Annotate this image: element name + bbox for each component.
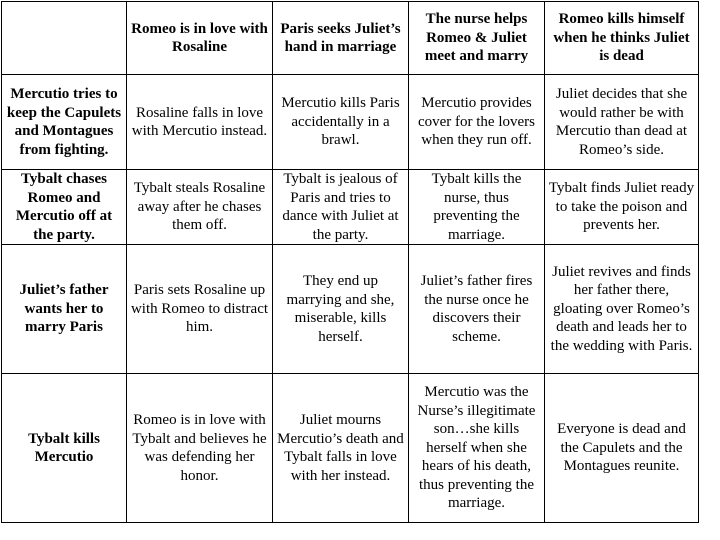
table-row [2, 245, 699, 374]
table-cell: Everyone is dead and the Capulets and the Montagues reunite. [545, 374, 699, 523]
column-header: Romeo kills himself when he thinks Juliet is dead [545, 2, 699, 75]
table-cell: Tybalt steals Rosaline away after he chases them off. [127, 170, 273, 245]
table-cell: Mercutio was the Nurse’s illegitimate son…she kills herself when she hears of his death, thus preventing the marriage. [409, 374, 545, 523]
row-header: Mercutio tries to keep the Capulets and Montagues from fighting. [2, 75, 127, 170]
table-cell: Mercutio provides cover for the lovers when they run off. [409, 75, 545, 170]
row-header: Tybalt chases Romeo and Mercutio off at the party. [2, 170, 127, 245]
corner-cell [2, 2, 127, 75]
table-cell: Tybalt kills the nurse, thus preventing the marriage. [409, 170, 545, 245]
column-header: Paris seeks Juliet’s hand in marriage [273, 2, 409, 75]
table-cell: They end up marrying and she, miserable, kills herself. [273, 245, 409, 374]
table-cell: Romeo is in love with Tybalt and believes he was defending her honor. [127, 374, 273, 523]
table-cell: Mercutio kills Paris accidentally in a brawl. [273, 75, 409, 170]
table-cell: Juliet decides that she would rather be with Mercutio than dead at Romeo’s side. [545, 75, 699, 170]
table-header-row [2, 2, 699, 75]
table-cell: Rosaline falls in love with Mercutio instead. [127, 75, 273, 170]
table-cell: Juliet mourns Mercutio’s death and Tybalt falls in love with her instead. [273, 374, 409, 523]
table-cell: Tybalt is jealous of Paris and tries to dance with Juliet at the party. [273, 170, 409, 245]
column-header: The nurse helps Romeo & Juliet meet and marry [409, 2, 545, 75]
table-row [2, 374, 699, 523]
table-cell: Juliet’s father fires the nurse once he discovers their scheme. [409, 245, 545, 374]
table-cell: Paris sets Rosaline up with Romeo to distract him. [127, 245, 273, 374]
row-header: Tybalt kills Mercutio [2, 374, 127, 523]
column-header: Romeo is in love with Rosaline [127, 2, 273, 75]
plot-combinations-table [1, 1, 699, 523]
table-cell: Juliet revives and finds her father there, gloating over Romeo’s death and leads her to the wedding with Paris. [545, 245, 699, 374]
table-cell: Tybalt finds Juliet ready to take the poison and prevents her. [545, 170, 699, 245]
table-row [2, 75, 699, 170]
table-row [2, 170, 699, 245]
row-header: Juliet’s father wants her to marry Paris [2, 245, 127, 374]
